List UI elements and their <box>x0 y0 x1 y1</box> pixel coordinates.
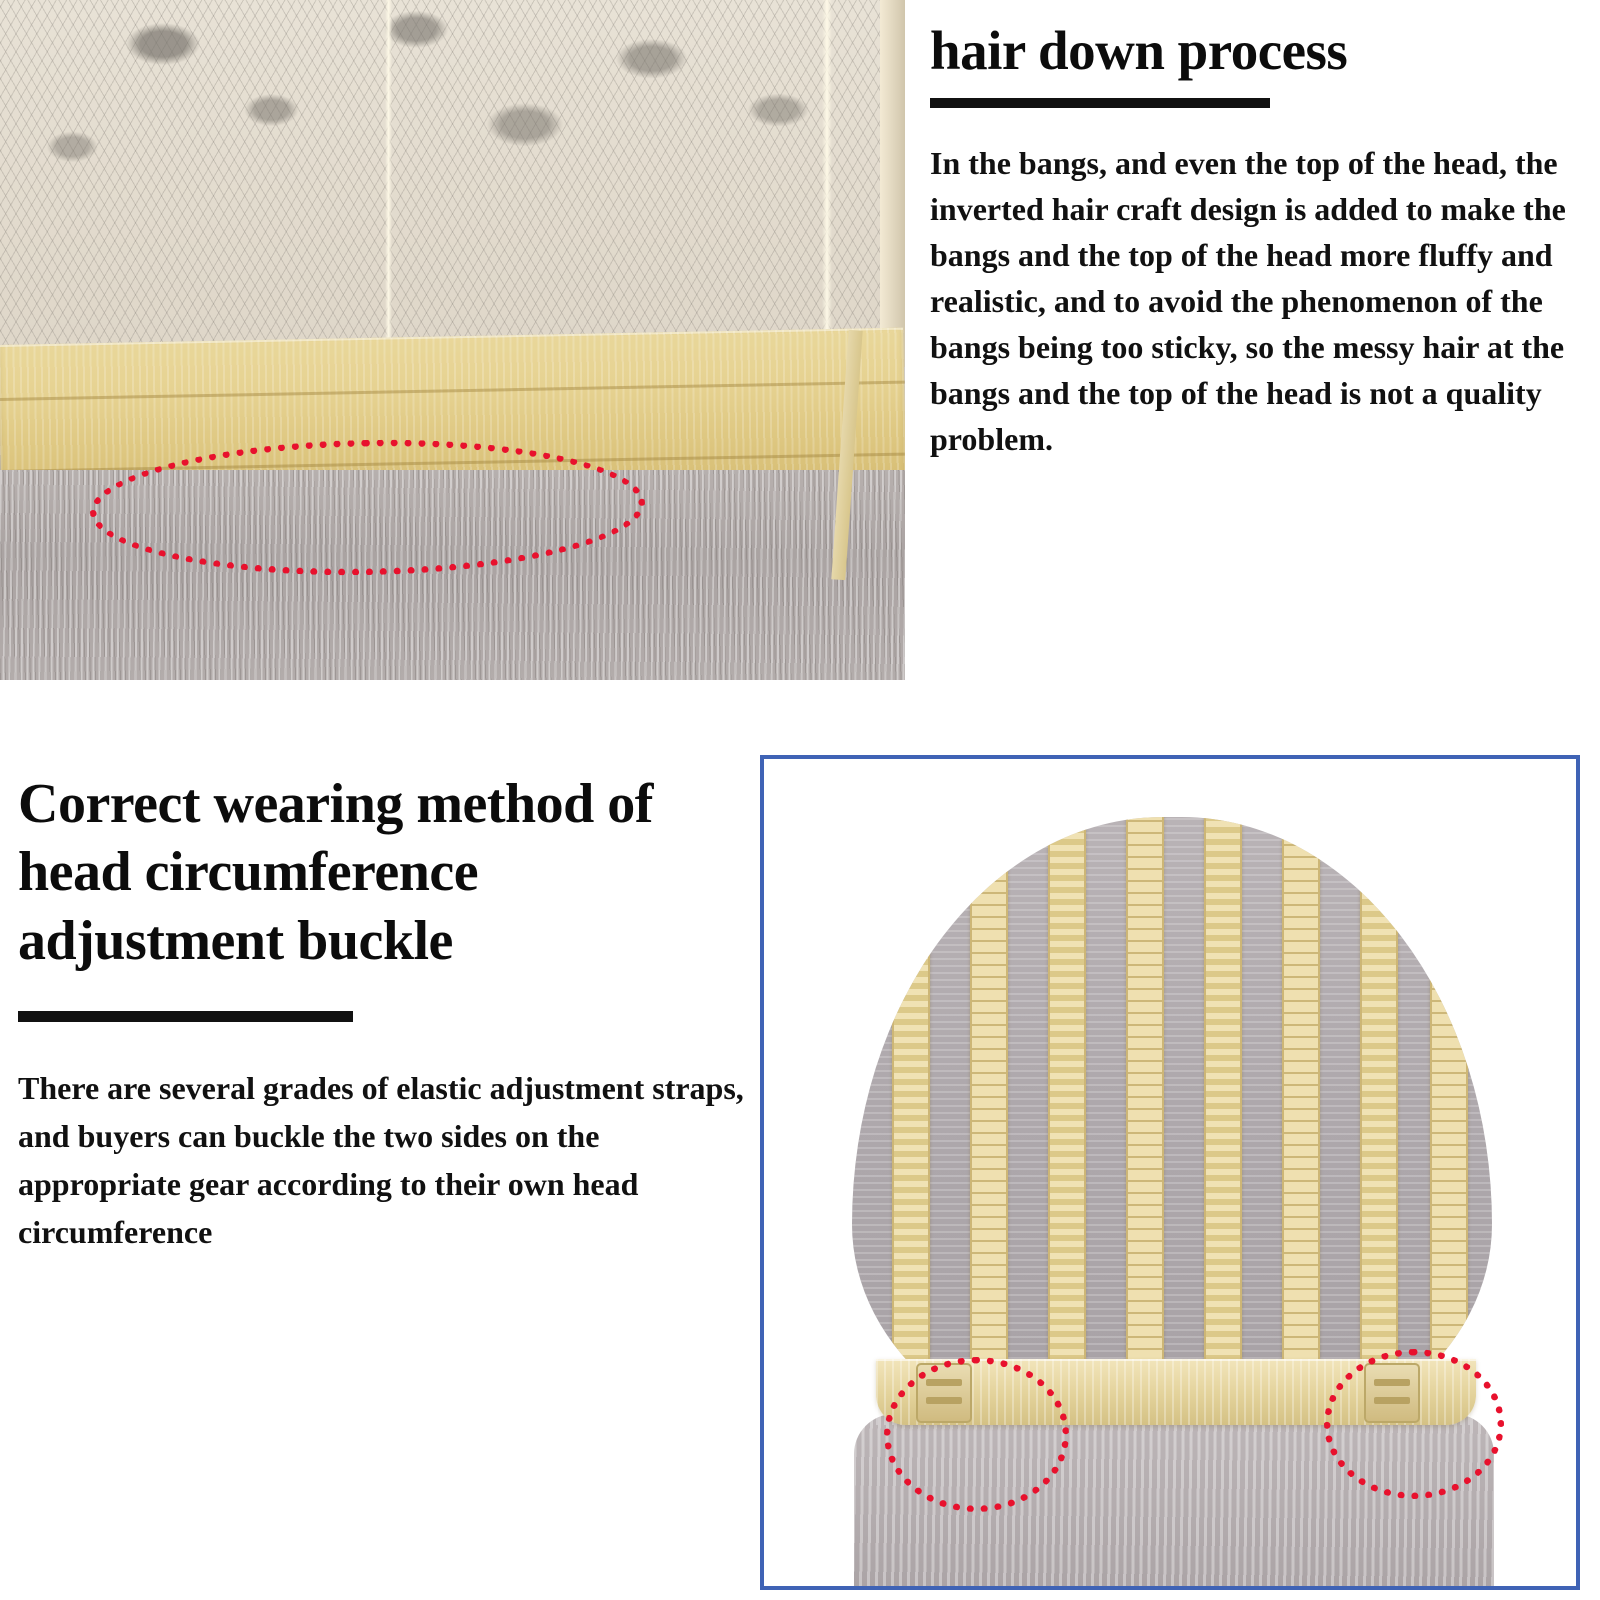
lace-seam-left <box>385 0 392 367</box>
adjustment-buckle-section <box>18 770 753 1288</box>
lace-seam-right <box>822 0 832 367</box>
section-title-hair-down-process: hair down process <box>930 20 1348 81</box>
wig-cap-back-photo <box>760 755 1580 1590</box>
photo-background <box>764 759 1576 1586</box>
lace-edge-trim <box>880 0 905 367</box>
wig-lace-cap-photo <box>0 0 905 680</box>
section-title-adjustment-buckle: Correct wearing method of head circumference adjustment buckle <box>18 773 653 972</box>
section-body-adjustment-buckle: There are several grades of elastic adjustment straps, and buyers can buckle the two sides on the appropriate gear according to their own head circumference <box>18 1069 744 1250</box>
title-underline-rule-top <box>930 98 1270 108</box>
lace-mesh-texture <box>0 0 905 367</box>
hair-down-process-section <box>930 0 1580 494</box>
red-dotted-ellipse-highlight-left-buckle <box>884 1357 1069 1512</box>
red-dotted-ellipse-highlight-right-buckle <box>1324 1349 1504 1499</box>
section-body-hair-down-process: In the bangs, and even the top of the head, the inverted hair craft design is added to make the bangs and the top of the head more fluffy and realistic, and to avoid the phenomenon of the bangs being too sticky, so the messy hair at the bangs and the top of the head is not a quality problem. <box>930 144 1566 458</box>
title-underline-rule-bottom <box>18 1011 353 1022</box>
